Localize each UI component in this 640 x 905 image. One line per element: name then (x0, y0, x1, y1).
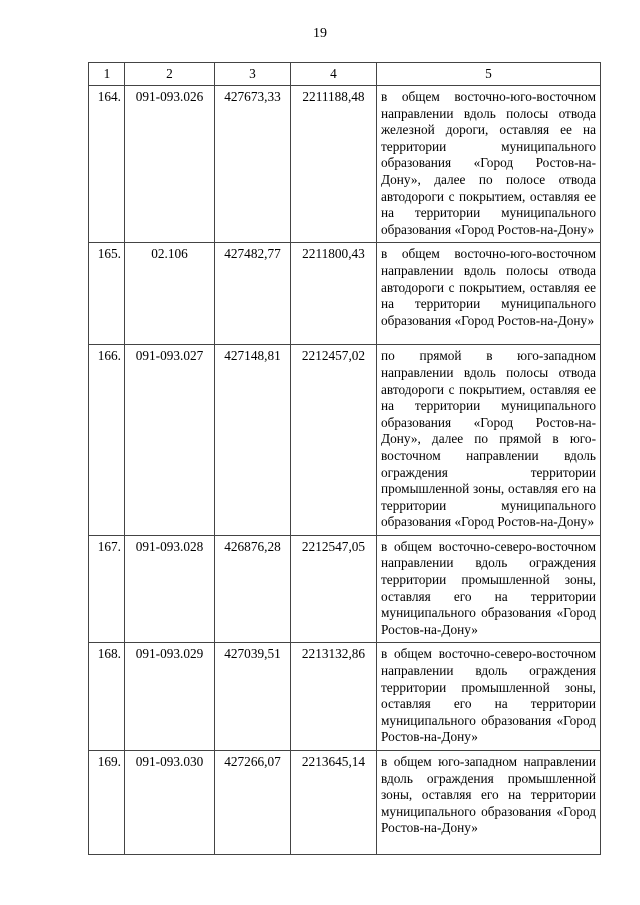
coordinate-x: 427148,81 (215, 345, 291, 536)
row-number: 166. (89, 345, 125, 536)
point-code: 091-093.028 (125, 535, 215, 643)
point-code: 091-093.030 (125, 751, 215, 855)
coordinate-x: 427039,51 (215, 643, 291, 751)
point-code: 091-093.027 (125, 345, 215, 536)
coordinate-x: 427482,77 (215, 243, 291, 345)
boundary-description (377, 535, 601, 643)
column-header-1: 1 (89, 63, 125, 86)
point-code: 091-093.026 (125, 86, 215, 243)
boundary-description-text: в общем восточно-северо-восточном направлении вдоль ограждения территории промышленной зоны, оставляя его на территории муниципального образования «Город Ростов-на-Дону» (381, 646, 596, 745)
page-number: 19 (313, 26, 327, 41)
coordinate-y: 2213645,14 (291, 751, 377, 855)
column-header-2: 2 (125, 63, 215, 86)
row-number: 164. (89, 86, 125, 243)
table-row (89, 751, 601, 855)
table-row (89, 643, 601, 751)
point-code: 02.106 (125, 243, 215, 345)
column-header-3: 3 (215, 63, 291, 86)
boundary-description-text: в общем юго-западном направлении вдоль ограждения промышленной зоны, оставляя его на территории муниципального образования «Город Ростов-на-Дону» (381, 754, 596, 836)
boundary-description-text: в общем восточно-юго-восточном направлении вдоль полосы отвода железной дороги, оставляя ее на территории муниципального образования «Город Ростов-на-Дону», далее по полосе отвода автодороги с покрытием, оставляя ее на территории муниципального образования «Город Ростов-на-Дону» (381, 89, 596, 237)
row-number: 167. (89, 535, 125, 643)
row-number: 168. (89, 643, 125, 751)
table-header-row (89, 63, 601, 86)
boundary-description (377, 86, 601, 243)
coordinate-x: 427266,07 (215, 751, 291, 855)
coordinate-x: 427673,33 (215, 86, 291, 243)
boundary-description (377, 345, 601, 536)
table-row (89, 243, 601, 345)
column-header-5: 5 (377, 63, 601, 86)
table-row (89, 535, 601, 643)
coordinate-y: 2213132,86 (291, 643, 377, 751)
coordinate-y: 2212457,02 (291, 345, 377, 536)
boundary-description-text: в общем восточно-юго-восточном направлении вдоль полосы отвода автодороги с покрытием, оставляя ее на территории муниципального образования «Город Ростов-на-Дону» (381, 246, 596, 328)
boundary-points-table (88, 62, 601, 855)
row-number: 169. (89, 751, 125, 855)
coordinate-y: 2211188,48 (291, 86, 377, 243)
coordinate-y: 2211800,43 (291, 243, 377, 345)
coordinate-x: 426876,28 (215, 535, 291, 643)
boundary-description (377, 643, 601, 751)
boundary-description (377, 751, 601, 855)
table-row (89, 345, 601, 536)
table-row (89, 86, 601, 243)
boundary-description-text: в общем восточно-северо-восточном направлении вдоль ограждения территории промышленной зоны, оставляя его на территории муниципального образования «Город Ростов-на-Дону» (381, 538, 596, 637)
coordinate-y: 2212547,05 (291, 535, 377, 643)
boundary-description (377, 243, 601, 345)
column-header-4: 4 (291, 63, 377, 86)
row-number: 165. (89, 243, 125, 345)
point-code: 091-093.029 (125, 643, 215, 751)
boundary-description-text: по прямой в юго-западном направлении вдоль полосы отвода автодороги с покрытием, оставляя ее на территории муниципального образования «Город Ростов-на-Дону», далее по прямой в юго-восточном направлении вдоль ограждения территории промышленной зоны, оставляя его на территории муниципального образования «Город Ростов-на-Дону» (381, 348, 596, 530)
